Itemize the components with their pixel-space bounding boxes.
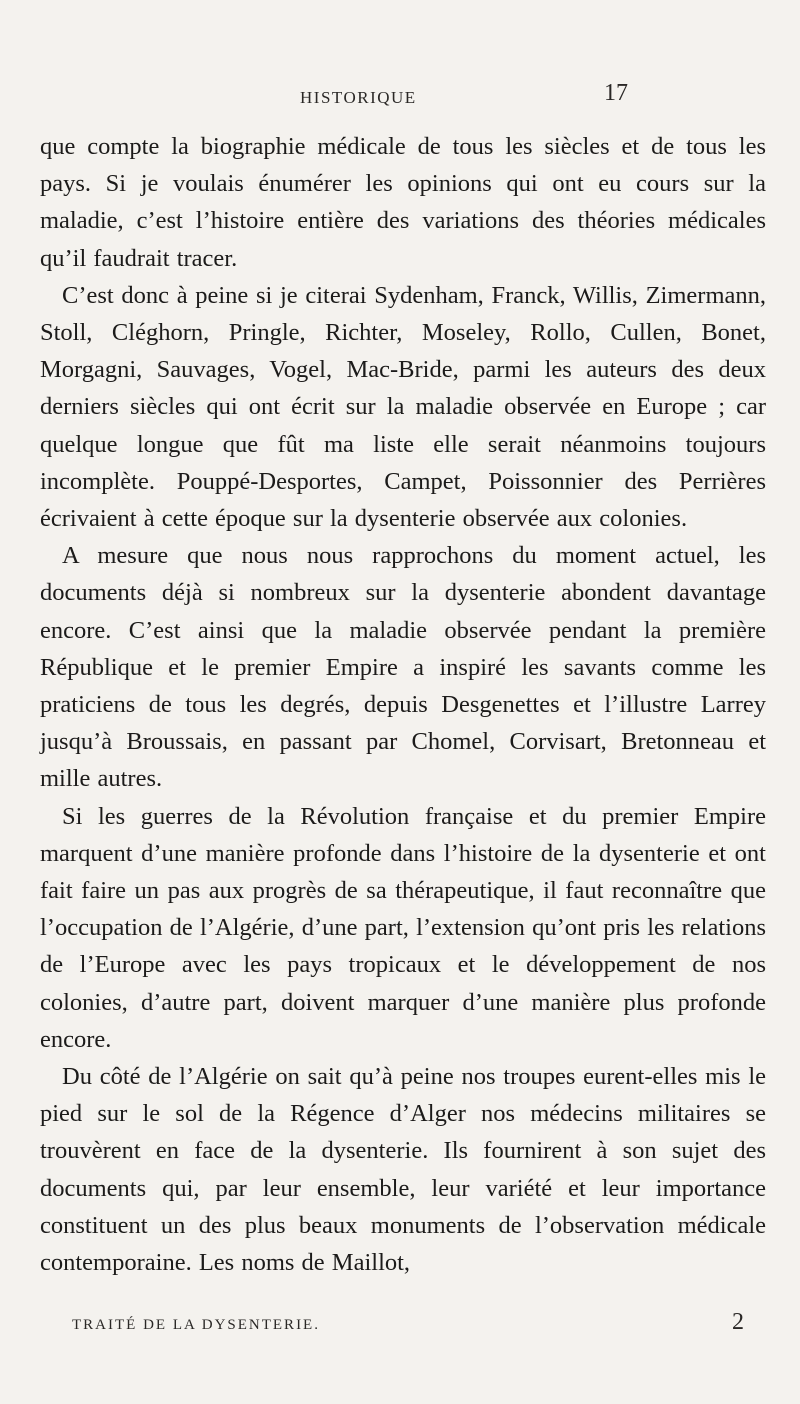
- paragraph-continuation: que compte la biographie médicale de tous les siècles et de tous les pays. Si je voulais énumérer les opinions qui ont eu cours sur la maladie, c’est l’histoire entière des variations des théories médicales qu’il faudrait tracer.: [40, 133, 766, 272]
- signature-mark: 2: [732, 1309, 744, 1335]
- running-head: [0, 80, 800, 118]
- page-number: 17: [604, 80, 628, 106]
- signature-text: TRAITÉ DE LA DYSENTERIE.: [72, 1317, 320, 1333]
- printer-signature: [72, 1311, 744, 1339]
- paragraph-algeria: Du côté de l’Algérie on sait qu’à peine nos troupes eurent-elles mis le pied sur le sol de la Régence d’Alger nos médecins militaires se trouvèrent en face de la dysenterie. Ils fournirent à son sujet des documents qui, par leur ensemble, leur variété et leur importance constituent un des plus beaux monuments de l’observation médicale contemporaine. Les noms de Maillot,: [40, 1063, 766, 1277]
- body-text: [40, 128, 766, 1281]
- paragraph-wars-and-colonies: Si les guerres de la Révolution française et du premier Empire marquent d’une manière profonde dans l’histoire de la dysenterie et ont fait faire un pas aux progrès de sa thérapeutique, il faut reconnaître que l’occupation de l’Algérie, d’une part, l’extension qu’ont pris les relations de l’Europe avec les pays tropicaux et le développement de nos colonies, d’autre part, doivent marquer d’une manière plus profonde encore.: [40, 802, 766, 1053]
- paragraph-modern-documents: A mesure que nous nous rapprochons du moment actuel, les documents déjà si nombreux sur la dysenterie abondent davantage encore. C’est ainsi que la maladie observée pendant la première République et le premier Empire a inspiré les savants comme les praticiens de tous les degrés, depuis Desgenettes et l’illustre Larrey jusqu’à Broussais, en passant par Chomel, Corvisart, Bretonneau et mille autres.: [40, 542, 766, 793]
- running-title: HISTORIQUE: [300, 88, 417, 107]
- paragraph-authors: C’est donc à peine si je citerai Sydenham, Franck, Willis, Zimermann, Stoll, Cléghorn, Pringle, Richter, Moseley, Rollo, Cullen, Bonet, Morgagni, Sauvages, Vogel, Mac-Bride, parmi les auteurs des deux derniers siècles qui ont écrit sur la maladie observée en Europe ; car quelque longue que fût ma liste elle serait néanmoins toujours incomplète. Pouppé-Desportes, Campet, Poissonnier des Perrières écrivaient à cette époque sur la dysenterie observée aux colonies.: [40, 281, 766, 533]
